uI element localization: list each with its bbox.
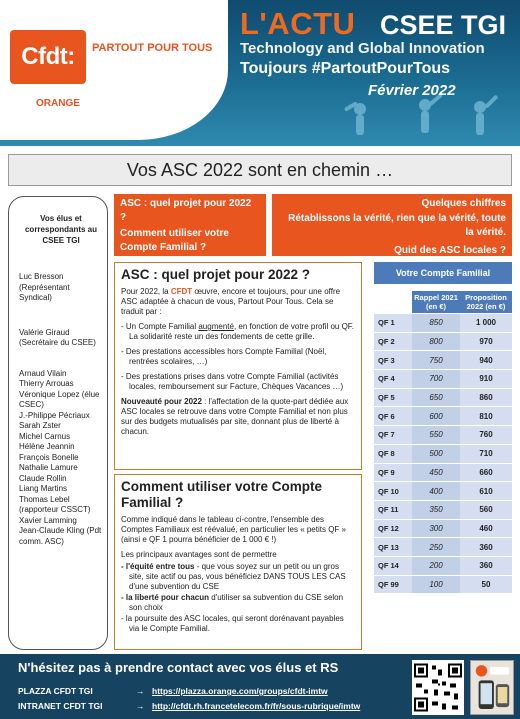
qf-cell: QF 99 bbox=[374, 576, 412, 594]
rappel-2021-cell: 550 bbox=[412, 426, 460, 444]
article-paragraph: Comme indiqué dans le tableau ci-contre, l'ensemble des Comptes Familiaux est réévalué, en particulier les « petits QF » (ainsi e QF 1 pourra bénéficier de 1 000 € !) bbox=[121, 515, 346, 544]
bullet-item: - Un Compte Familial augmenté, en fonction de votre profil ou QF. La solidarité reste un des fondements de cette grille. bbox=[121, 322, 355, 341]
table-header-2022: Proposition 2022 (en €) bbox=[460, 291, 512, 313]
proposition-2022-cell: 1 000 bbox=[460, 314, 512, 332]
qf-cell: QF 13 bbox=[374, 538, 412, 556]
proposition-2022-cell: 360 bbox=[460, 557, 512, 575]
tech-subtitle: Technology and Global Innovation bbox=[240, 40, 485, 57]
rappel-2021-cell: 700 bbox=[412, 370, 460, 388]
summary-box-left bbox=[114, 194, 266, 256]
rappel-2021-cell: 750 bbox=[412, 351, 460, 369]
footer-label: PLAZZA CFDT TGI bbox=[18, 686, 93, 696]
sidebar-name: Arnaud Vilain bbox=[19, 368, 67, 378]
lactu-title: L'ACTU bbox=[240, 6, 356, 41]
representative-block: Luc Bresson (Représentant Syndical) bbox=[19, 272, 70, 302]
proposition-2022-cell: 610 bbox=[460, 482, 512, 500]
sidebar-representatives bbox=[8, 196, 108, 650]
rappel-2021-cell: 350 bbox=[412, 501, 460, 519]
table-header-2021: Rappel 2021 (en €) bbox=[412, 291, 460, 313]
rappel-2021-cell: 250 bbox=[412, 538, 460, 556]
rappel-2021-cell: 300 bbox=[412, 520, 460, 538]
table-title: Votre Compte Familial bbox=[374, 262, 512, 284]
sidebar-name: Nathalie Lamure bbox=[19, 463, 78, 472]
rappel-2021-cell: 500 bbox=[412, 445, 460, 463]
article-intro: Pour 2022, la CFDT œuvre, encore et toujours, pour une offre ASC adaptée à chacun de vous, Partout Pour Tous. Cela se traduit par : bbox=[121, 287, 341, 316]
summary-link-compte-familial[interactable]: Comment utiliser votre Compte Familial ? bbox=[120, 228, 229, 253]
jumping-people-illustration bbox=[330, 95, 520, 146]
article-paragraph: Les principaux avantages sont de permettre bbox=[121, 550, 277, 559]
summary-link-chiffres[interactable]: Quelques chiffres bbox=[421, 198, 506, 209]
proposition-2022-cell: 660 bbox=[460, 464, 512, 482]
summary-box-right bbox=[272, 194, 512, 256]
bullet-item: - la poursuite des ASC locales, qui seront dorénavant payables via le Compte Familial. bbox=[121, 614, 344, 633]
rappel-2021-cell: 800 bbox=[412, 333, 460, 351]
sidebar-name: François Bonelle bbox=[19, 452, 79, 462]
qf-cell: QF 1 bbox=[374, 314, 412, 332]
csee-title: CSEE TGI bbox=[380, 10, 507, 40]
intranet-link[interactable]: http://cfdt.rh.francetelecom.fr/fr/sous-rubrique/imtw bbox=[152, 701, 361, 711]
compte-familial-table bbox=[374, 290, 512, 594]
rappel-2021-cell: 400 bbox=[412, 482, 460, 500]
qf-cell: QF 8 bbox=[374, 445, 412, 463]
table-header-blank bbox=[374, 291, 412, 313]
proposition-2022-cell: 970 bbox=[460, 333, 512, 351]
sidebar-name: Xavier Lamming bbox=[19, 515, 77, 525]
table-row bbox=[374, 576, 512, 594]
cfdt-logo[interactable]: Cfdt: bbox=[10, 30, 86, 84]
qf-cell: QF 4 bbox=[374, 370, 412, 388]
qf-cell: QF 6 bbox=[374, 407, 412, 425]
qf-cell: QF 2 bbox=[374, 333, 412, 351]
article-compte-familial bbox=[114, 474, 362, 650]
rappel-2021-cell: 650 bbox=[412, 389, 460, 407]
cfdt-tagline: PARTOUT POUR TOUS bbox=[92, 42, 213, 54]
nouveaute-paragraph: Nouveauté pour 2022 : l'affectation de la quote-part dédiée aux ASC locales se retrouve dans votre Compte Familial et non plus sur des budgets mutualisés par site, donnant plus de liberté à chacun. bbox=[121, 397, 349, 436]
qf-cell: QF 14 bbox=[374, 557, 412, 575]
proposition-2022-cell: 360 bbox=[460, 538, 512, 556]
secretary-block: Valérie Giraud (Secrétaire du CSEE) bbox=[19, 327, 96, 347]
sidebar-heading: Vos élus et correspondants au CSEE TGI bbox=[24, 214, 97, 245]
bullet-item: - l'équité entre tous - que vous soyez sur un petit ou un gros site, site actif ou pas, vous bénéficiez DANS TOUS LES CAS d'une subvention du CSE bbox=[121, 562, 346, 591]
article-title: ASC : quel projet pour 2022 ? bbox=[121, 267, 311, 282]
cfdt-orange-label: ORANGE bbox=[36, 98, 80, 109]
rappel-2021-cell: 850 bbox=[412, 314, 460, 332]
proposition-2022-cell: 910 bbox=[460, 370, 512, 388]
qf-cell: QF 5 bbox=[374, 389, 412, 407]
summary-link-asc-locales[interactable]: Quid des ASC locales ? bbox=[394, 244, 506, 256]
article-asc-project bbox=[114, 262, 362, 470]
qf-cell: QF 12 bbox=[374, 520, 412, 538]
qf-cell: QF 9 bbox=[374, 464, 412, 482]
proposition-2022-cell: 760 bbox=[460, 426, 512, 444]
qf-cell: QF 3 bbox=[374, 351, 412, 369]
proposition-2022-cell: 460 bbox=[460, 520, 512, 538]
bullet-item: - la liberté pour chacun d'utiliser sa subvention du CSE selon son choix bbox=[121, 593, 344, 612]
qf-cell: QF 11 bbox=[374, 501, 412, 519]
smartphone-app-icon bbox=[470, 660, 514, 715]
table-row bbox=[374, 407, 512, 425]
table-row bbox=[374, 314, 512, 332]
sidebar-name: Sarah Zster bbox=[19, 421, 61, 430]
rappel-2021-cell: 600 bbox=[412, 407, 460, 425]
table-row bbox=[374, 557, 512, 575]
arrow-icon: → bbox=[136, 701, 145, 711]
page-title: Vos ASC 2022 sont en chemin … bbox=[8, 154, 512, 186]
sidebar-name: Claude Rollin bbox=[19, 473, 67, 483]
table-row bbox=[374, 389, 512, 407]
bullet-item: - Des prestations prises dans votre Compte Familial (activités locales, remboursement sur Facture, Chèques Vacances …) bbox=[121, 372, 344, 391]
footer-row-plazza bbox=[18, 686, 328, 696]
footer-heading: N'hésitez pas à prendre contact avec vos élus et RS bbox=[18, 660, 339, 675]
header bbox=[0, 0, 520, 146]
proposition-2022-cell: 810 bbox=[460, 407, 512, 425]
sidebar-name: Véronique Lopez (élue CSEC) bbox=[19, 389, 100, 409]
rappel-2021-cell: 200 bbox=[412, 557, 460, 575]
sidebar-name: Liang Martins bbox=[19, 484, 68, 493]
table-row bbox=[374, 501, 512, 519]
table-row bbox=[374, 538, 512, 556]
sidebar-name: Hélène Jeannin bbox=[19, 442, 75, 451]
sidebar-name: Jean-Claude Kling (Pdt comm. ASC) bbox=[19, 526, 102, 546]
footer-row-intranet bbox=[18, 701, 361, 711]
table-row bbox=[374, 445, 512, 463]
rappel-2021-cell: 100 bbox=[412, 576, 460, 594]
plazza-link[interactable]: https://plazza.orange.com/groups/cfdt-imtw bbox=[152, 686, 328, 696]
table-row bbox=[374, 370, 512, 388]
article-title: Comment utiliser votre Compte Familial ? bbox=[121, 479, 323, 510]
qf-cell: QF 7 bbox=[374, 426, 412, 444]
proposition-2022-cell: 560 bbox=[460, 501, 512, 519]
table-row bbox=[374, 351, 512, 369]
table-row bbox=[374, 333, 512, 351]
proposition-2022-cell: 860 bbox=[460, 389, 512, 407]
sidebar-name: Michel Carnus bbox=[19, 431, 71, 441]
qf-cell: QF 10 bbox=[374, 482, 412, 500]
proposition-2022-cell: 50 bbox=[460, 576, 512, 594]
table-row bbox=[374, 520, 512, 538]
proposition-2022-cell: 940 bbox=[460, 351, 512, 369]
cfdt-highlight: CFDT bbox=[170, 287, 193, 296]
summary-link-asc-project[interactable]: ASC : quel projet pour 2022 ? bbox=[120, 198, 252, 223]
table-header-row bbox=[374, 291, 512, 313]
sidebar-name: J.-Philippe Pécriaux bbox=[19, 410, 90, 420]
table-row bbox=[374, 464, 512, 482]
sidebar-name: Thomas Lebel (rapporteur CSSCT) bbox=[19, 494, 91, 514]
hashtag-line: Toujours #PartoutPourTous bbox=[240, 60, 451, 77]
qr-code-icon[interactable] bbox=[412, 660, 464, 715]
sidebar-name: Thierry Arrouas bbox=[19, 379, 74, 388]
table-row bbox=[374, 482, 512, 500]
footer-label: INTRANET CFDT TGI bbox=[18, 701, 103, 711]
rappel-2021-cell: 450 bbox=[412, 464, 460, 482]
arrow-icon: → bbox=[136, 686, 145, 696]
table-row bbox=[374, 426, 512, 444]
issue-date: Février 2022 bbox=[368, 82, 456, 99]
summary-link-verite[interactable]: Rétablissons la vérité, rien que la vérité, toute la vérité. bbox=[288, 212, 506, 238]
bullet-item: - Des prestations accessibles hors Compte Familial (Noël, rentrées scolaires, …) bbox=[121, 347, 327, 366]
proposition-2022-cell: 710 bbox=[460, 445, 512, 463]
